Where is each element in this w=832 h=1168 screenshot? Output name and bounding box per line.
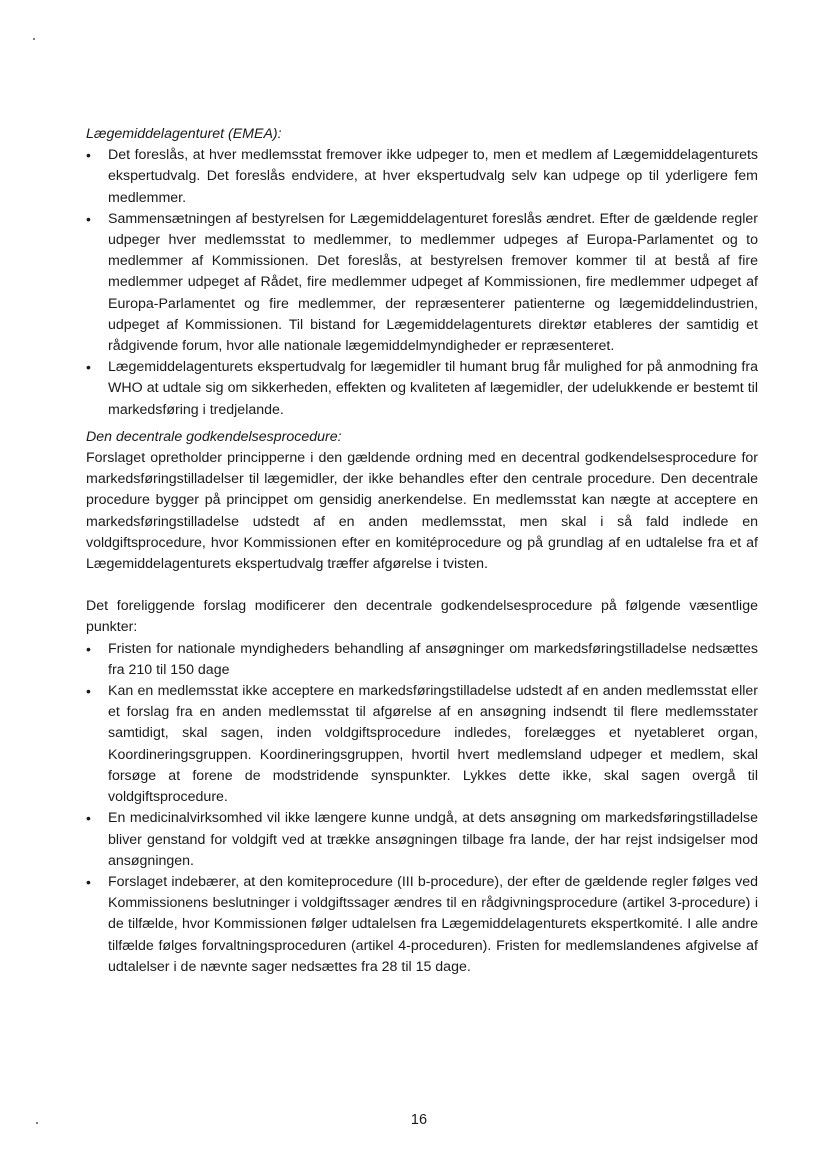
list-item: [86, 357, 758, 421]
bullet-glyph: •: [86, 359, 91, 376]
bullet-glyph: •: [86, 873, 91, 890]
section-heading-emea: Lægemiddelagenturet (EMEA):: [86, 126, 282, 142]
spacer: [86, 575, 758, 596]
decentral-bullet-list: [86, 639, 758, 978]
page-number: 16: [410, 1112, 428, 1128]
list-item-text: Sammensætningen af bestyrelsen for Lægemiddelagenturet foreslås ændret. Efter de gældende regler udpeger hver medlemsstat to medlemmer, to medlemmer udpeges af Europa-Parlamentet og to medlemmer af Kommissionen. Det foreslås, at bestyrelsen fremover kommer til at bestå af fire medlemmer udpeget af Rådet, fire medlemmer udpeget af Kommissionen, fire medlemmer udpeget af Europa-Parlamentet og fire medlemmer, der repræsenterer patienterne og lægemiddelindustrien, udpeget af Kommissionen. Til bistand for Lægemiddelagenturets direktør etableres der samtidig et rådgivende forum, hvor alle nationale lægemiddelmyndigheder er repræsenteret.: [108, 210, 758, 355]
bullet-glyph: •: [86, 640, 91, 657]
list-item: [86, 681, 758, 808]
bullet-glyph: •: [86, 810, 91, 827]
list-item-text: Det foreslås, at hver medlemsstat fremover ikke udpeger to, men et medlem af Lægemiddelagenturets ekspertudvalg. Det foreslås endvidere, at hver ekspertudvalg selv kan udpege op til yderligere fem medlemmer.: [108, 147, 758, 206]
section-heading-decentral: Den decentrale godkendelsesprocedure:: [86, 428, 342, 445]
list-item: [86, 808, 758, 872]
list-item-text: Lægemiddelagenturets ekspertudvalg for lægemidler til humant brug får mulighed for på anmodning fra WHO at udtale sig om sikkerheden, effekten og kvaliteten af lægemidler, der udelukkende er bestemt til markedsføring i tredjelande.: [108, 359, 758, 418]
list-item-text: En medicinalvirksomhed vil ikke længere kunne undgå, at dets ansøgning om markedsføringstilladelse bliver genstand for voldgift ved at trække ansøgningen tilbage fra lande, der har rejst indsigelser mod ansøgningen.: [108, 810, 758, 869]
list-item: [86, 872, 758, 978]
page-body: [86, 124, 758, 978]
list-item: [86, 639, 758, 681]
bullet-glyph: •: [86, 683, 91, 700]
scan-speck: [33, 38, 35, 40]
bullet-glyph: •: [86, 147, 91, 164]
decentral-paragraph-1: Forslaget opretholder principperne i den gældende ordning med en decentral godkendelsesprocedure for markedsføringstilladelser til lægemidler, der ikke behandles efter den centrale procedure. Den decentrale procedure bygger på princippet om gensidig anerkendelse. En medlemsstat kan nægte at acceptere en markedsføringstilladelse udstedt af en anden medlemsstat, men skal i så fald indlede en voldgiftsprocedure, hvor Kommissionen efter en komitéprocedure og på grundlag af en udtalelse fra et af Lægemiddelagenturets ekspertudvalg træffer afgørelse i tvisten.: [86, 450, 758, 573]
list-item-text: Kan en medlemsstat ikke acceptere en markedsføringstilladelse udstedt af en anden medlemsstat eller et forslag fra en anden medlemsstat til afgørelse af en ansøgning indsendt til flere medlemsstater samtidigt, skal sagen, inden voldgiftsprocedure indledes, forelægges et nyetableret organ, Koordineringsgruppen. Koordineringsgruppen, hvortil hvert medlemsland udpeger et medlem, skal forsøge at forene de modstridende synspunkter. Lykkes dette ikke, skal sagen overgå til voldgiftsprocedure.: [108, 683, 758, 806]
list-item-text: Forslaget indebærer, at den komiteprocedure (III b-procedure), der efter de gældende regler følges ved Kommissionens beslutninger i voldgiftssager ændres til en rådgivningsprocedure (artikel 3-procedure) i de tilfælde, hvor Kommissionen følger udtalelsen fra Lægemiddelagenturets ekspertkomité. I alle andre tilfælde følges forvaltningsproceduren (artikel 4-proceduren). Fristen for medlemslandenes afgivelse af udtalelser i de nævnte sager nedsættes fra 28 til 15 dage.: [108, 873, 758, 975]
list-item-text: Fristen for nationale myndigheders behandling af ansøgninger om markedsføringstilladelse nedsættes fra 210 til 150 dage: [108, 640, 758, 678]
list-item: [86, 209, 758, 357]
list-item: [86, 145, 758, 209]
decentral-paragraph-2: Det foreliggende forslag modificerer den decentrale godkendelsesprocedure på følgende væsentlige punkter:: [86, 598, 758, 636]
emea-bullet-list: [86, 145, 758, 421]
bullet-glyph: •: [86, 210, 91, 227]
